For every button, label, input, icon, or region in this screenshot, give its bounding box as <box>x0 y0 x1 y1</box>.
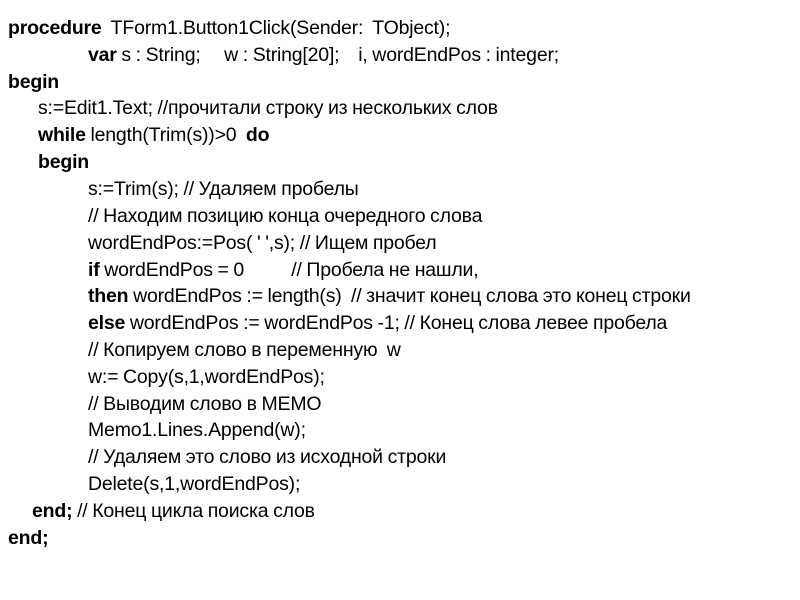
code-text: // Находим позицию конца очередного слова <box>88 205 483 227</box>
code-text: Delete(s,1,wordEndPos); <box>88 473 301 495</box>
code-text: // Удаляем это слово из исходной строки <box>88 446 447 468</box>
code-line-inner-end <box>32 500 315 522</box>
keyword: end; <box>8 527 49 549</box>
code-line-var <box>88 44 559 66</box>
code-line-pos <box>88 232 436 254</box>
code-line-end <box>8 527 48 549</box>
code-text: TForm1.Button1Click(Sender: TObject); <box>101 17 451 39</box>
code-text: w:= Copy(s,1,wordEndPos); <box>88 366 325 388</box>
code-text: wordEndPos := wordEndPos -1; // Конец слова левее пробела <box>125 312 668 334</box>
keyword: while <box>38 124 86 146</box>
code-text: s:=Trim(s); // Удаляем пробелы <box>88 178 359 200</box>
keyword: then <box>88 285 129 307</box>
code-comment-delete <box>88 446 446 468</box>
code-line-while <box>38 124 269 146</box>
code-line-trim <box>88 178 359 200</box>
keyword: procedure <box>8 17 102 39</box>
code-text: Memo1.Lines.Append(w); <box>88 419 306 441</box>
code-line-inner-begin <box>38 151 89 173</box>
code-text: wordEndPos := length(s) // значит конец слова это конец строки <box>128 285 691 307</box>
code-line-then <box>88 285 691 307</box>
code-text: // Выводим слово в MEMO <box>88 393 322 415</box>
keyword: if <box>88 259 100 281</box>
code-text: wordEndPos:=Pos( ' ',s); // Ищем пробел <box>88 232 437 254</box>
code-comment-output <box>88 393 321 415</box>
code-text: wordEndPos = 0 // Пробела не нашли, <box>99 259 479 281</box>
code-comment-find-position <box>88 205 482 227</box>
keyword: var <box>88 44 117 66</box>
keyword: begin <box>38 151 89 173</box>
code-text: s : String; w : String[20]; i, wordEndPos : integer; <box>116 44 559 66</box>
code-line-copy <box>88 366 325 388</box>
code-line-assign-edit <box>38 97 498 119</box>
code-line-memo-append <box>88 419 306 441</box>
code-text: // Конец цикла поиска слов <box>72 500 315 522</box>
code-line-delete <box>88 473 300 495</box>
code-text: s:=Edit1.Text; //прочитали строку из нескольких слов <box>38 97 498 119</box>
code-text: // Копируем слово в переменную w <box>88 339 401 361</box>
code-line-if <box>88 259 478 281</box>
code-line-procedure <box>8 17 450 39</box>
code-text: length(Trim(s))>0 <box>85 124 246 146</box>
code-comment-copy <box>88 339 401 361</box>
keyword: do <box>245 124 270 146</box>
code-line-begin <box>8 71 59 93</box>
keyword: end; <box>32 500 73 522</box>
keyword: begin <box>8 71 59 93</box>
code-line-else <box>88 312 667 334</box>
keyword: else <box>88 312 126 334</box>
